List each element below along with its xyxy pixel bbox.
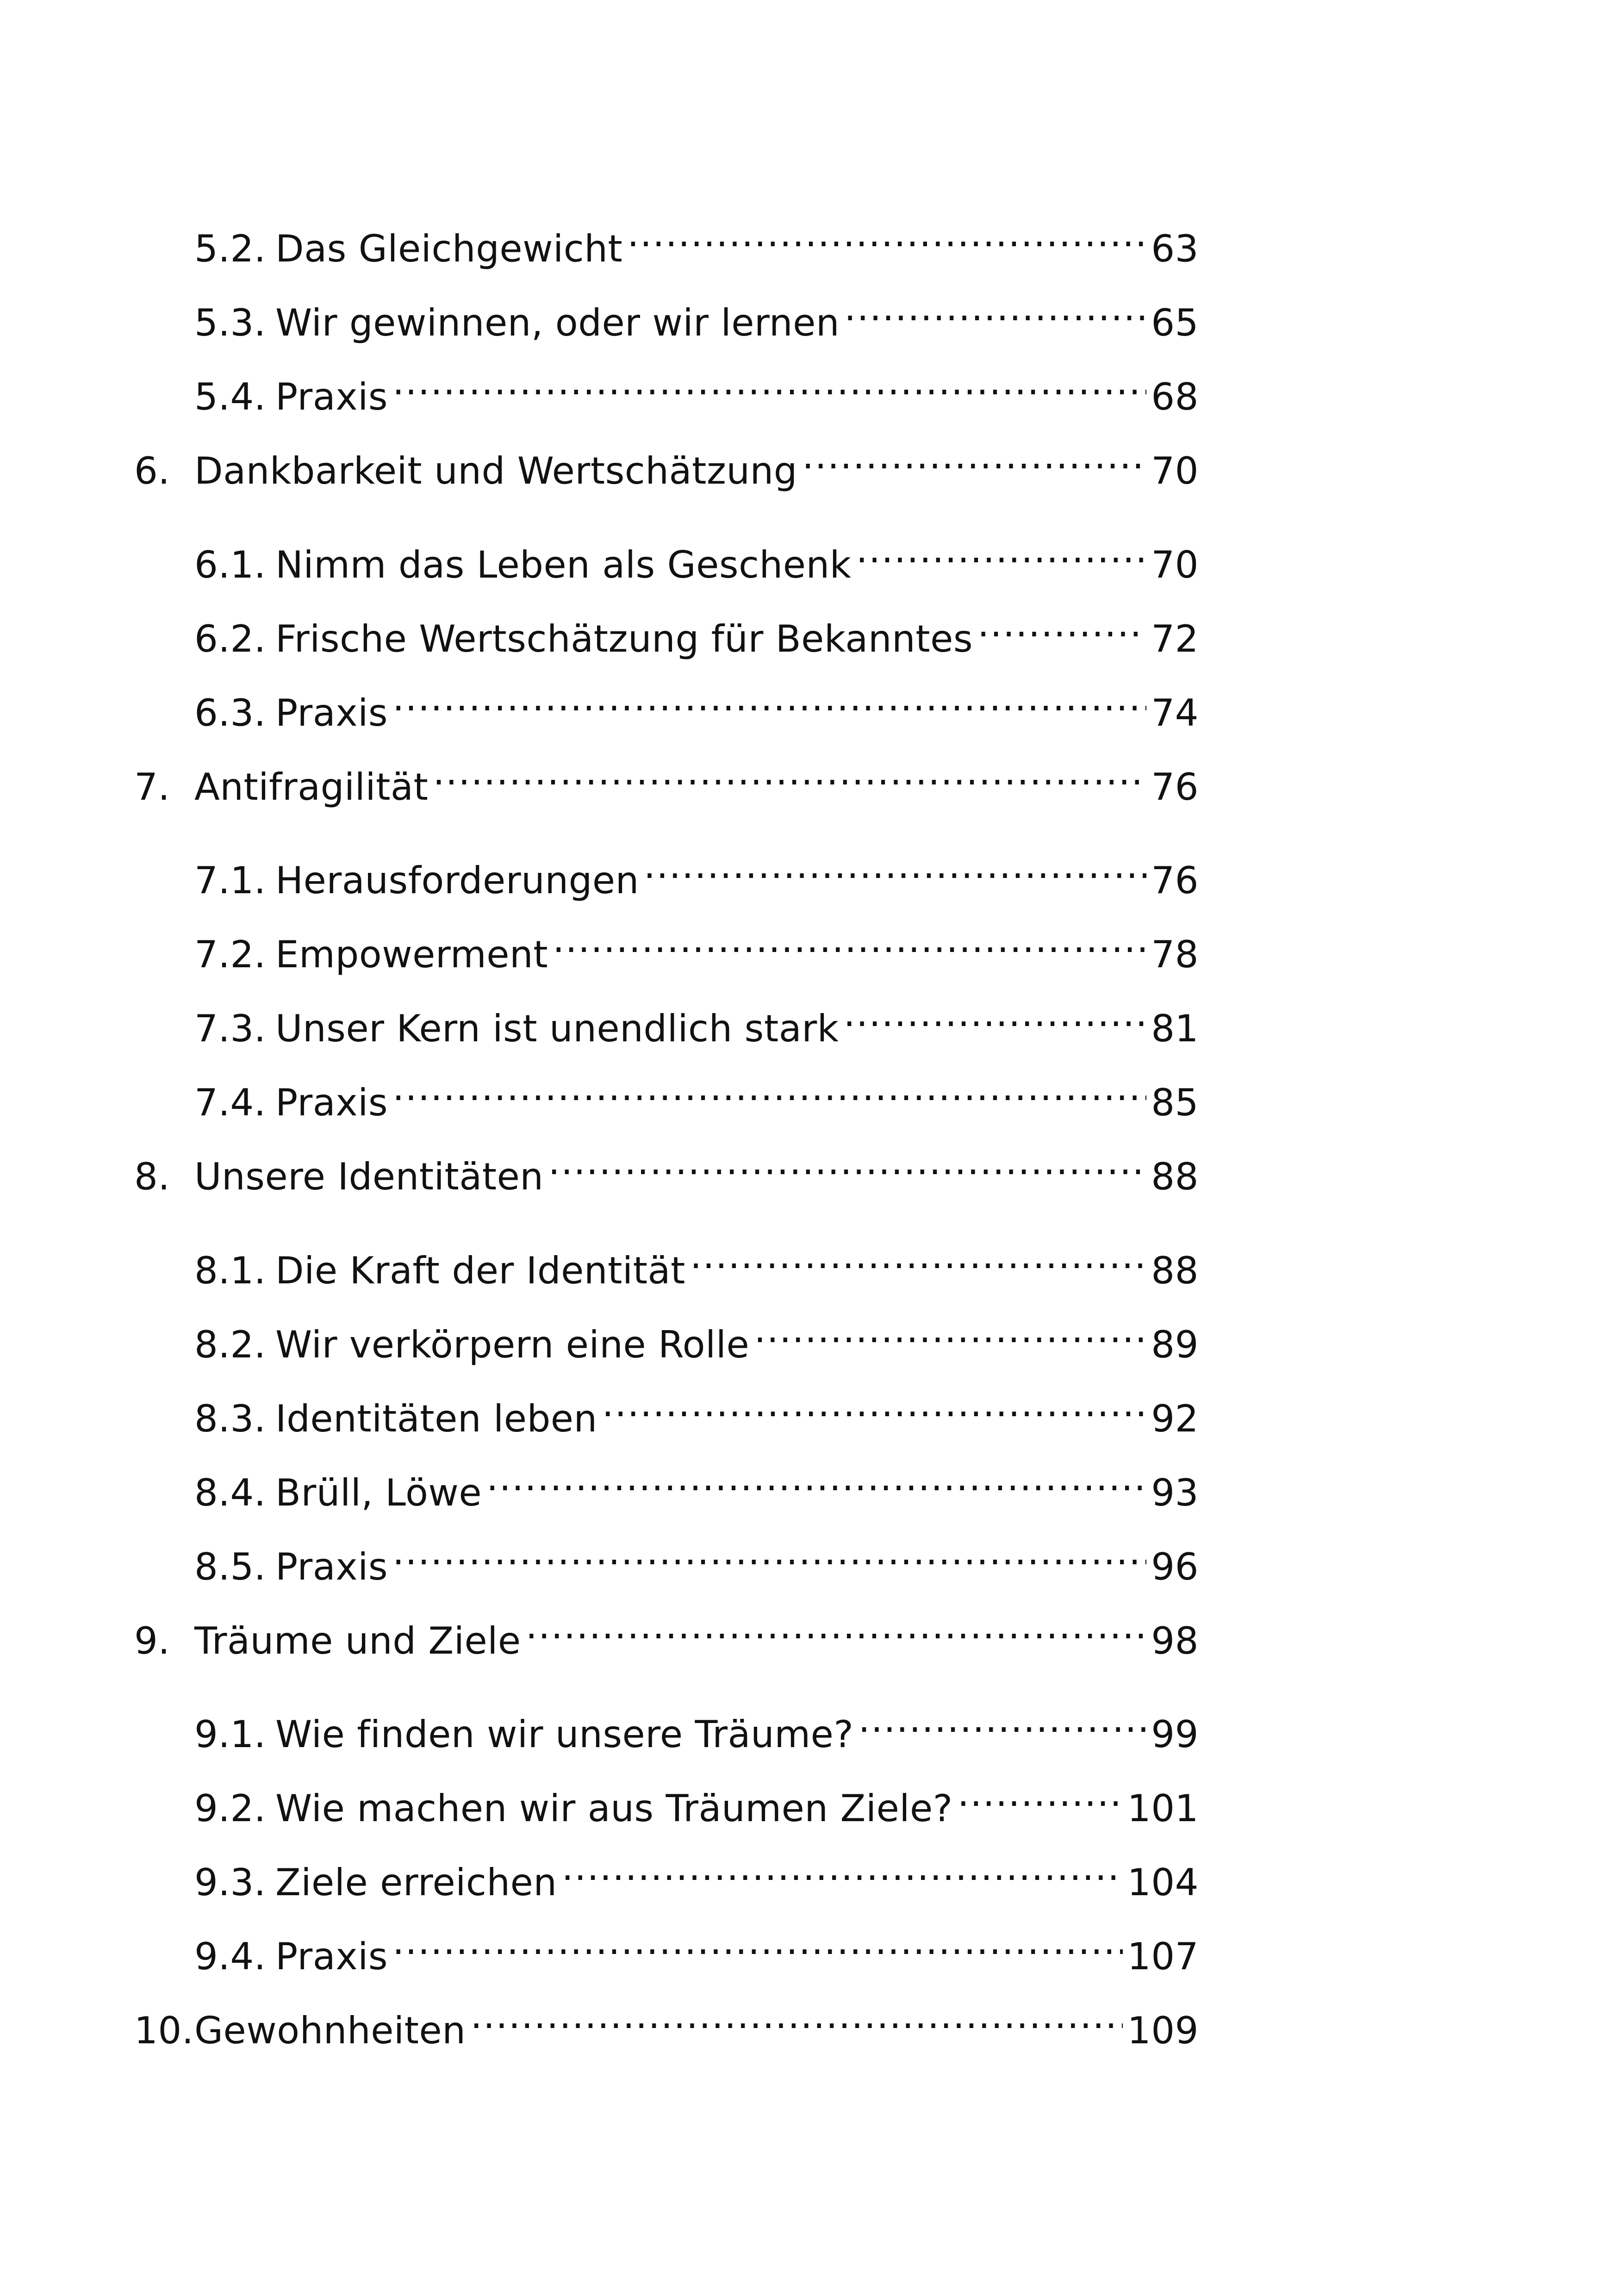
toc-title: Ziele erreichen — [275, 1861, 557, 1904]
toc-page-number: 74 — [1151, 691, 1199, 734]
toc-entry — [134, 749, 1199, 809]
toc-title: Praxis — [275, 1545, 388, 1588]
toc-number: 8.3. — [194, 1397, 266, 1440]
toc-number: 9.3. — [194, 1861, 266, 1904]
toc-title: Herausforderungen — [275, 859, 639, 902]
toc-page-number: 65 — [1151, 301, 1199, 344]
toc-entry — [194, 285, 1199, 344]
toc-title: Wie finden wir unsere Träume? — [275, 1713, 854, 1756]
toc-page-number: 89 — [1151, 1323, 1199, 1366]
dot-leader — [843, 990, 1146, 1041]
toc-page-number: 92 — [1151, 1397, 1199, 1440]
toc-title: Praxis — [275, 1081, 388, 1124]
toc-number: 7.3. — [194, 1007, 266, 1050]
toc-entry — [194, 990, 1199, 1050]
dot-leader — [754, 1307, 1146, 1357]
dot-leader — [562, 1844, 1123, 1895]
toc-number: 7. — [134, 765, 170, 809]
toc-page-number: 76 — [1151, 765, 1199, 809]
toc-number: 7.4. — [194, 1081, 266, 1124]
toc-entry — [194, 1307, 1199, 1366]
toc-page-number: 99 — [1151, 1713, 1199, 1756]
toc-number: 8.4. — [194, 1471, 266, 1514]
dot-leader — [844, 285, 1146, 336]
toc-number: 8.2. — [194, 1323, 266, 1366]
toc-title: Empowerment — [275, 933, 548, 976]
toc-title: Nimm das Leben als Geschenk — [275, 543, 852, 586]
toc-title: Dankbarkeit und Wertschätzung — [194, 449, 798, 492]
toc-number: 7.1. — [194, 859, 266, 902]
dot-leader — [392, 675, 1146, 726]
dot-leader — [433, 749, 1146, 800]
toc-number: 7.2. — [194, 933, 266, 976]
toc-title: Praxis — [275, 375, 388, 418]
toc-page-number: 107 — [1127, 1935, 1199, 1978]
toc-title: Wie machen wir aus Träumen Ziele? — [275, 1787, 953, 1830]
toc-number: 8.1. — [194, 1249, 266, 1292]
toc-page-number: 85 — [1151, 1081, 1199, 1124]
toc-title: Wir gewinnen, oder wir lernen — [275, 301, 840, 344]
dot-leader — [856, 527, 1146, 578]
toc-number: 5.2. — [194, 227, 266, 270]
toc-number: 5.4. — [194, 375, 266, 418]
toc-number: 9. — [134, 1619, 170, 1662]
dot-leader — [602, 1381, 1147, 1431]
toc-title: Identitäten leben — [275, 1397, 597, 1440]
toc-number: 9.1. — [194, 1713, 266, 1756]
toc-title: Antifragilität — [194, 765, 429, 809]
toc-page-number: 109 — [1127, 2009, 1199, 2052]
toc-number: 9.4. — [194, 1935, 266, 1978]
dot-leader — [486, 1455, 1146, 1506]
toc-entry — [194, 1770, 1199, 1830]
toc-entry — [194, 359, 1199, 418]
toc-entry — [194, 1696, 1199, 1756]
toc-title: Die Kraft der Identität — [275, 1249, 685, 1292]
dot-leader — [644, 842, 1146, 893]
toc-entry — [134, 1992, 1199, 2052]
toc-entry — [194, 842, 1199, 902]
dot-leader — [627, 211, 1146, 261]
toc-title: Brüll, Löwe — [275, 1471, 482, 1514]
dot-leader — [548, 1139, 1147, 1189]
toc-page-number: 76 — [1151, 859, 1199, 902]
toc-title: Praxis — [275, 691, 388, 734]
toc-entry — [134, 1603, 1199, 1662]
dot-leader — [858, 1696, 1146, 1747]
toc-entry — [194, 1381, 1199, 1440]
dot-leader — [470, 1992, 1122, 2043]
toc-page-number: 70 — [1151, 543, 1199, 586]
toc-title: Das Gleichgewicht — [275, 227, 623, 270]
toc-entry — [194, 1529, 1199, 1588]
toc-number: 10. — [134, 2009, 194, 2052]
toc-number: 6. — [134, 449, 170, 492]
dot-leader — [526, 1603, 1147, 1654]
dot-leader — [690, 1232, 1146, 1283]
toc-title: Gewohnheiten — [194, 2009, 466, 2052]
toc-page-number: 72 — [1151, 617, 1199, 660]
toc-page-number: 96 — [1151, 1545, 1199, 1588]
toc-entry — [194, 1064, 1199, 1124]
toc-title: Praxis — [275, 1935, 388, 1978]
toc-entry — [194, 1844, 1199, 1904]
toc-number: 6.2. — [194, 617, 266, 660]
toc-number: 9.2. — [194, 1787, 266, 1830]
toc-page-number: 68 — [1151, 375, 1199, 418]
toc-entry — [194, 211, 1199, 270]
toc-page-number: 70 — [1151, 449, 1199, 492]
toc-page-number: 93 — [1151, 1471, 1199, 1514]
toc-number: 8. — [134, 1155, 170, 1198]
toc-entry — [134, 433, 1199, 492]
dot-leader — [392, 359, 1146, 410]
dot-leader — [958, 1770, 1123, 1821]
toc-entry — [194, 601, 1199, 660]
toc-title: Unsere Identitäten — [194, 1155, 544, 1198]
toc-page-number: 104 — [1127, 1861, 1199, 1904]
toc-number: 6.3. — [194, 691, 266, 734]
toc-number: 8.5. — [194, 1545, 266, 1588]
toc-page-number: 101 — [1127, 1787, 1199, 1830]
toc-page-number: 88 — [1151, 1249, 1199, 1292]
toc-title: Wir verkörpern eine Rolle — [275, 1323, 750, 1366]
toc-entry — [194, 527, 1199, 586]
toc-page-number: 78 — [1151, 933, 1199, 976]
dot-leader — [802, 433, 1146, 484]
toc-entry — [134, 1139, 1199, 1198]
toc-entry — [194, 1918, 1199, 1978]
toc-page-number: 88 — [1151, 1155, 1199, 1198]
dot-leader — [392, 1918, 1123, 1969]
dot-leader — [392, 1529, 1146, 1580]
toc-page-number: 81 — [1151, 1007, 1199, 1050]
dot-leader — [977, 601, 1146, 652]
toc-title: Träume und Ziele — [194, 1619, 521, 1662]
toc-entry — [194, 675, 1199, 734]
toc-entry — [194, 1455, 1199, 1514]
toc-number: 5.3. — [194, 301, 266, 344]
toc-title: Frische Wertschätzung für Bekanntes — [275, 617, 973, 660]
dot-leader — [392, 1064, 1146, 1115]
toc-page-number: 63 — [1151, 227, 1199, 270]
dot-leader — [553, 916, 1146, 967]
toc-entry — [194, 916, 1199, 976]
toc-number: 6.1. — [194, 543, 266, 586]
toc-title: Unser Kern ist unendlich stark — [275, 1007, 839, 1050]
toc-entry — [194, 1232, 1199, 1292]
toc-page-number: 98 — [1151, 1619, 1199, 1662]
